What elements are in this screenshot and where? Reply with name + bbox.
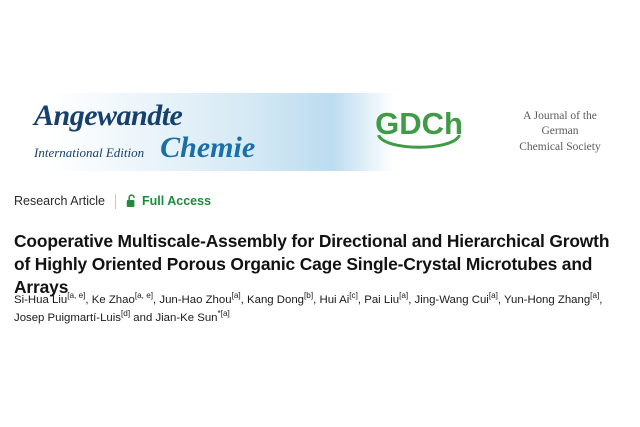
author-separator: , [313,294,320,306]
meta-divider [115,194,116,209]
gdch-logo [344,108,494,156]
society-line-3: Chemical Society [519,140,601,153]
author-affiliation-marker: [a] [231,291,241,301]
journal-banner [14,93,626,171]
author-name[interactable]: Yun-Hong Zhang [504,294,591,306]
author-name[interactable]: Jian-Ke Sun [155,311,218,324]
journal-title-second-word: Chemie [160,131,256,164]
author-name[interactable]: Josep Puigmartí-Luis [14,311,121,324]
society-line-2: German [541,125,579,138]
journal-subtitle-row [34,133,344,163]
author-affiliation-marker: [d] [121,308,131,318]
gdch-logo-text: GDCh [375,106,463,141]
author-affiliation-marker: *[a] [217,308,230,318]
access-label: Full Access [142,194,212,208]
author-affiliation-marker: [a, e] [134,291,154,301]
article-type-label: Research Article [14,194,106,208]
gdch-swoosh-icon [377,135,461,156]
author-separator: , [599,294,603,306]
author-affiliation-marker: [a, e] [67,291,86,301]
author-separator: , [357,294,365,306]
article-meta-row [14,192,211,210]
author-name[interactable]: Ke Zhao [91,294,135,306]
article-title: Cooperative Multiscale-Assembly for Directional and Hierarchical Growth of Highly Oriented Porous Organic Cage Single-Crystal Microtubes and Arrays [14,230,610,297]
author-affiliation-marker: [c] [349,291,358,301]
author-affiliation-marker: [a] [590,291,600,301]
author-separator: and [130,311,156,324]
author-name[interactable]: Jun-Hao Zhou [159,294,232,306]
author-affiliation-marker: [a] [488,291,498,301]
author-name[interactable]: Jing-Wang Cui [414,294,489,306]
author-separator: , [240,294,248,306]
journal-title: Angewandte [34,99,183,132]
author-separator: , [497,294,505,306]
author-name[interactable]: Kang Dong [247,294,305,306]
open-lock-icon [126,194,137,208]
author-affiliation-marker: [a] [399,291,409,301]
author-name[interactable]: Pai Liu [364,294,400,306]
author-separator: , [408,294,415,306]
author-separator: , [153,294,160,306]
author-affiliation-marker: [b] [304,291,314,301]
society-line-1: A Journal of the [523,110,597,123]
author-separator: , [85,294,92,306]
journal-edition: International Edition [34,145,145,160]
author-name[interactable]: Si-Hua Liu [14,294,68,306]
author-name[interactable]: Hui Ai [319,294,350,306]
access-status-badge [126,194,211,208]
author-list [14,292,622,327]
society-description [494,109,626,155]
journal-wordmark [14,101,344,163]
